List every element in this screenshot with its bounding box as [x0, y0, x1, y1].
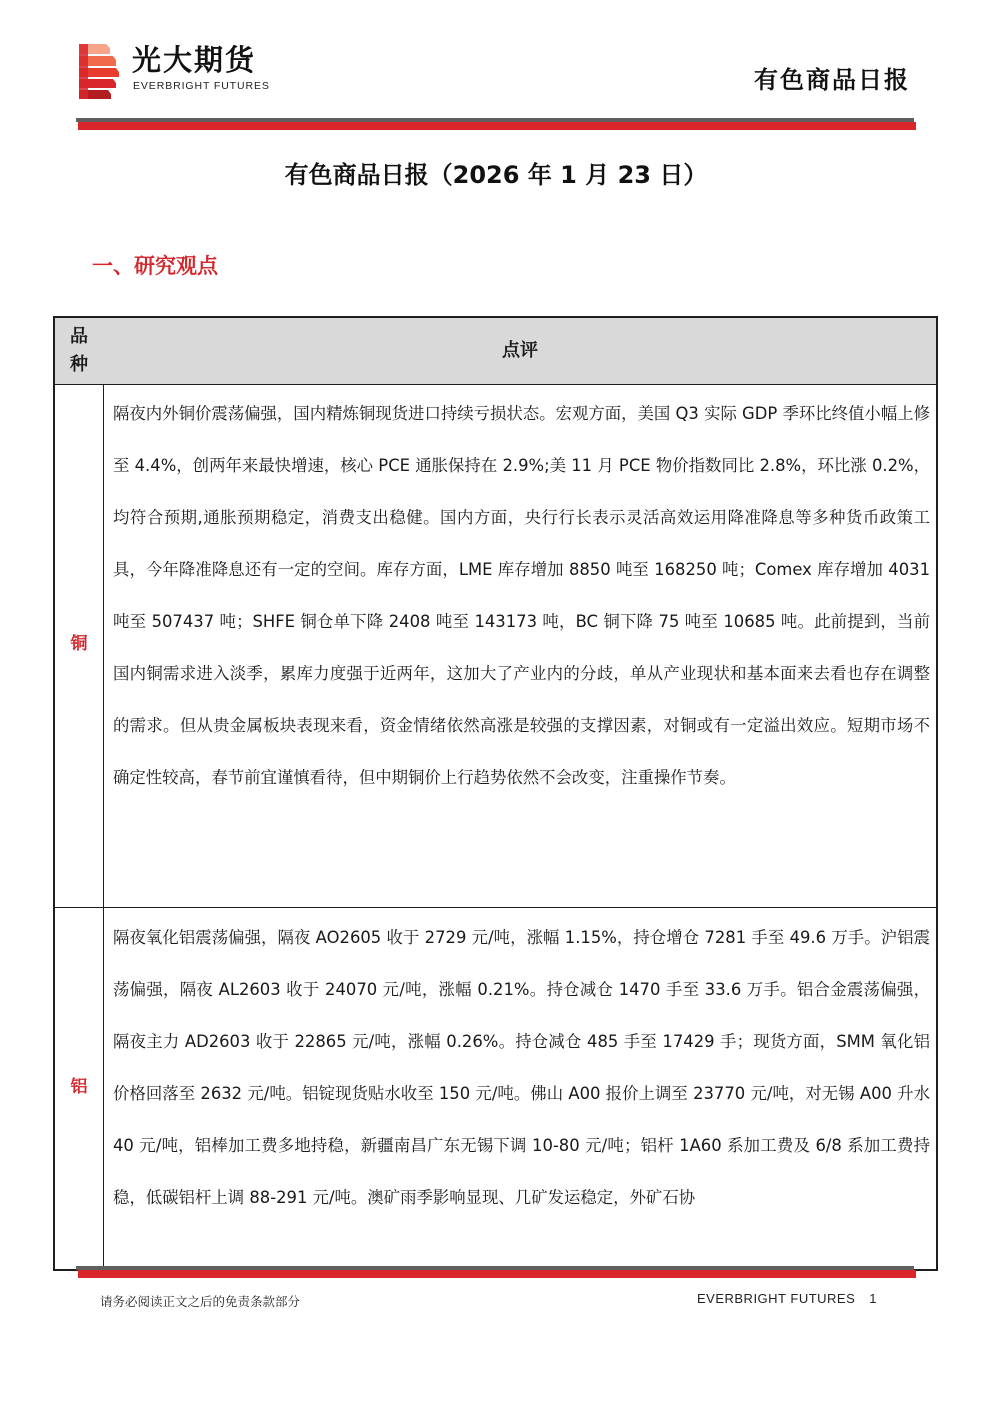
commentary-table	[53, 316, 938, 1271]
column-header-type	[55, 318, 103, 384]
header-rule-red	[78, 122, 916, 130]
commentary-text-aluminum: 隔夜氧化铝震荡偏强，隔夜 AO2605 收于 2729 元/吨，涨幅 1.15%，持仓增仓 7281 手至 49.6 万手。沪铝震荡偏强，隔夜 AL2603 收于 24070 元/吨，涨幅 0.21%。持仓减仓 1470 手至 33.6 万手。铝合金震荡偏强，隔夜主力 AD2603 收于 22865 元/吨，涨幅 0.26%。持仓减仓 485 手至 17429 手；现货方面，SMM 氧化铝价格回落至 2632 元/吨。铝锭现货贴水收至 150 元/吨。佛山 A00 报价上调至 23770 元/吨，对无锡 A00 升水 40 元/吨，铝棒加工费多地持稳，新疆南昌广东无锡下调 10-80 元/吨；铝杆 1A60 系加工费及 6/8 系加工费持稳，低碳铝杆上调 88-291 元/吨。澳矿雨季影响显现、几矿发运稳定，外矿石协	[113, 928, 930, 1207]
section-heading: 一、研究观点	[92, 254, 218, 278]
logo-english-name: EVERBRIGHT FUTURES	[133, 80, 270, 92]
company-logo	[76, 42, 286, 102]
footer-brand: EVERBRIGHT FUTURES	[696, 1291, 856, 1306]
logo-chinese-name: 光大期货	[132, 43, 257, 77]
footer-rule-red	[78, 1270, 916, 1278]
footer-brand-page	[697, 1291, 877, 1306]
column-header-comment: 点评	[502, 340, 538, 361]
header-report-type: 有色商品日报	[754, 66, 910, 94]
table-row-copper	[55, 385, 936, 908]
report-title: 有色商品日报（2026 年 1 月 23 日）	[284, 161, 708, 189]
commodity-label-aluminum: 铝	[70, 1076, 88, 1097]
everbright-logo-icon	[76, 42, 120, 100]
commodity-label-copper: 铜	[70, 633, 88, 654]
footer-disclaimer: 请务必阅读正文之后的免责条款部分	[100, 1294, 301, 1309]
column-header-type-label: 品种	[70, 326, 88, 375]
commodity-cell	[55, 385, 103, 907]
page-number: 1	[869, 1291, 877, 1306]
commentary-text-copper: 隔夜内外铜价震荡偏强，国内精炼铜现货进口持续亏损状态。宏观方面，美国 Q3 实际 GDP 季环比终值小幅上修至 4.4%，创两年来最快增速，核心 PCE 通胀保持在 2.9%;美 11 月 PCE 物价指数同比 2.8%，环比涨 0.2%，均符合预期,通胀预期稳定，消费支出稳健。国内方面，央行行长表示灵活高效运用降准降息等多种货币政策工具，今年降准降息还有一定的空间。库存方面，LME 库存增加 8850 吨至 168250 吨；Comex 库存增加 4031 吨至 507437 吨；SHFE 铜仓单下降 2408 吨至 143173 吨，BC 铜下降 75 吨至 10685 吨。此前提到，当前国内铜需求进入淡季，累库力度强于近两年，这加大了产业内的分歧，单从产业现状和基本面来去看也存在调整的需求。但从贵金属板块表现来看，资金情绪依然高涨是较强的支撑因素，对铜或有一定溢出效应。短期市场不确定性较高，春节前宜谨慎看待，但中期铜价上行趋势依然不会改变，注重操作节奏。	[113, 404, 930, 787]
commodity-cell	[55, 908, 103, 1271]
table-row-aluminum	[55, 908, 936, 1271]
table-header-row	[55, 318, 936, 385]
